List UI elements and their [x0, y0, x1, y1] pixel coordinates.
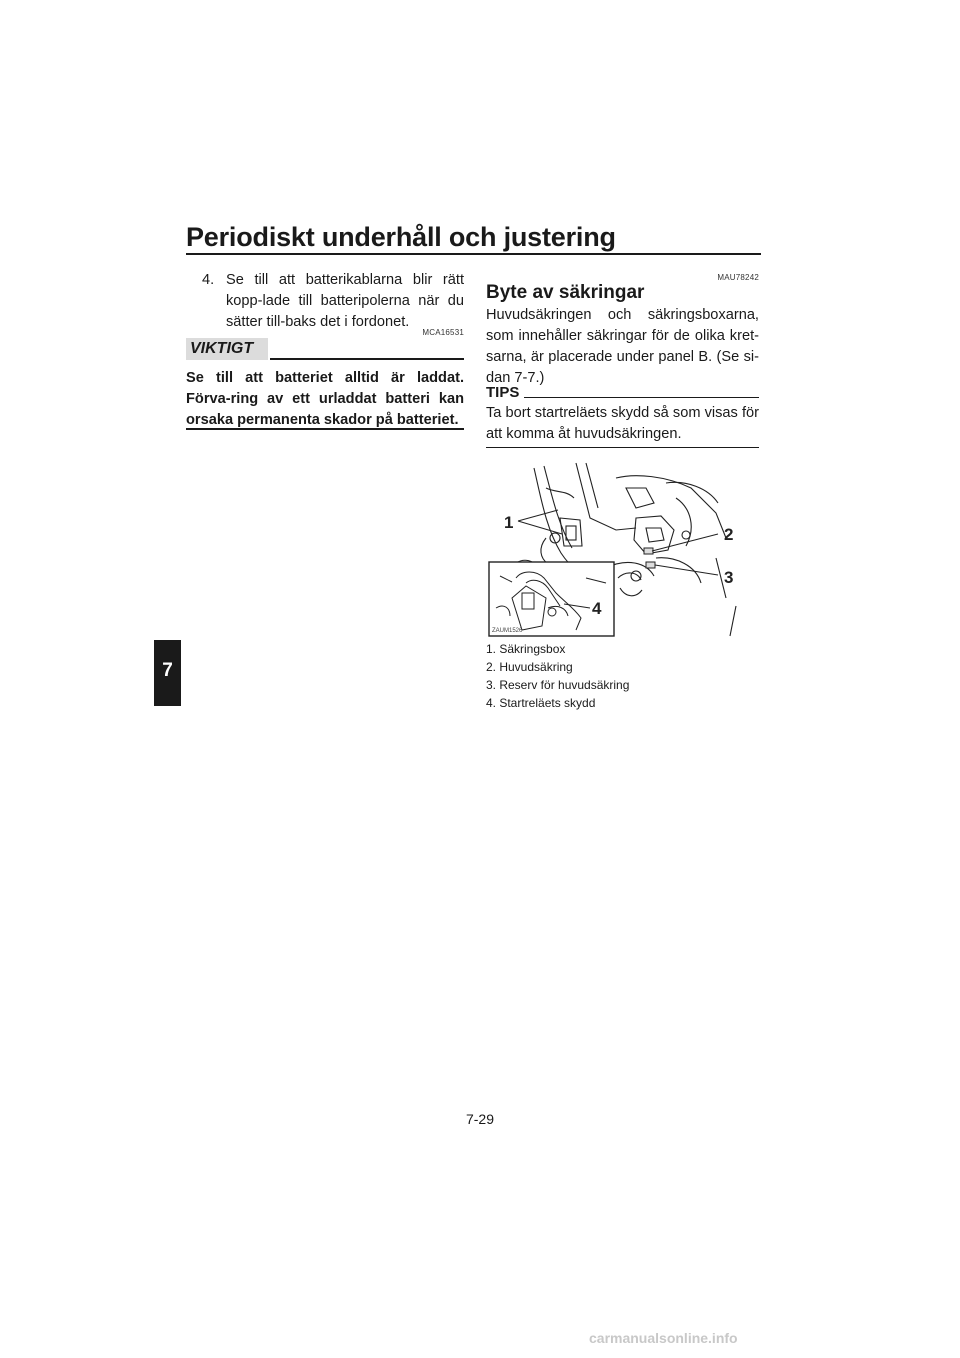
tips-text: Ta bort startreläets skydd så som visas för att komma åt huvudsäkringen.	[486, 405, 759, 442]
section-title: Byte av säkringar	[486, 282, 645, 303]
section-code: MAU78242	[717, 273, 759, 282]
step-text: Se till att batterikablarna blir rätt kopp-lade till batteripolerna när du sätter till-baks det i fordonet.	[226, 272, 464, 330]
step-item	[186, 270, 464, 333]
notice-rule	[270, 358, 464, 360]
step-number: 4.	[202, 272, 215, 288]
fuse-illustration	[486, 458, 759, 638]
page-number: 7-29	[465, 1111, 495, 1127]
notice-header	[186, 338, 464, 360]
legend-item: 3. Reserv för huvudsäkring	[486, 678, 630, 692]
tips-end-rule	[486, 447, 759, 448]
notice-label: VIKTIGT	[186, 338, 268, 360]
callout-1: 1	[504, 513, 514, 532]
fuse-figure	[486, 458, 759, 638]
legend-item: 2. Huvudsäkring	[486, 660, 573, 674]
notice-end-rule	[186, 428, 464, 430]
image-code: ZAUM1526	[492, 628, 523, 634]
figure-legend	[486, 640, 629, 712]
callout-2: 2	[724, 525, 734, 544]
tips-header	[486, 383, 759, 403]
legend-item: 4. Startreläets skydd	[486, 696, 596, 710]
callout-4: 4	[592, 599, 602, 618]
header-rule	[186, 253, 761, 255]
chapter-number: 7	[162, 660, 173, 681]
tips-rule	[524, 397, 759, 398]
notice-text: Se till att batteriet alltid är laddat. Förva-ring av ett urladdat batteri kan orsaka permanenta skador på batteriet.	[186, 370, 464, 428]
page-title: Periodiskt underhåll och justering	[186, 222, 616, 252]
legend-item: 1. Säkringsbox	[486, 642, 566, 656]
callout-3: 3	[724, 568, 734, 587]
notice-code: MCA16531	[422, 328, 464, 337]
tips-label: TIPS	[486, 384, 520, 401]
section-text: Huvudsäkringen och säkringsboxarna, som innehåller säkringar för de olika kret-sarna, är placerade under panel B. (Se si-dan 7-7.)	[486, 307, 759, 386]
watermark: carmanualsonline.info	[589, 1330, 738, 1346]
